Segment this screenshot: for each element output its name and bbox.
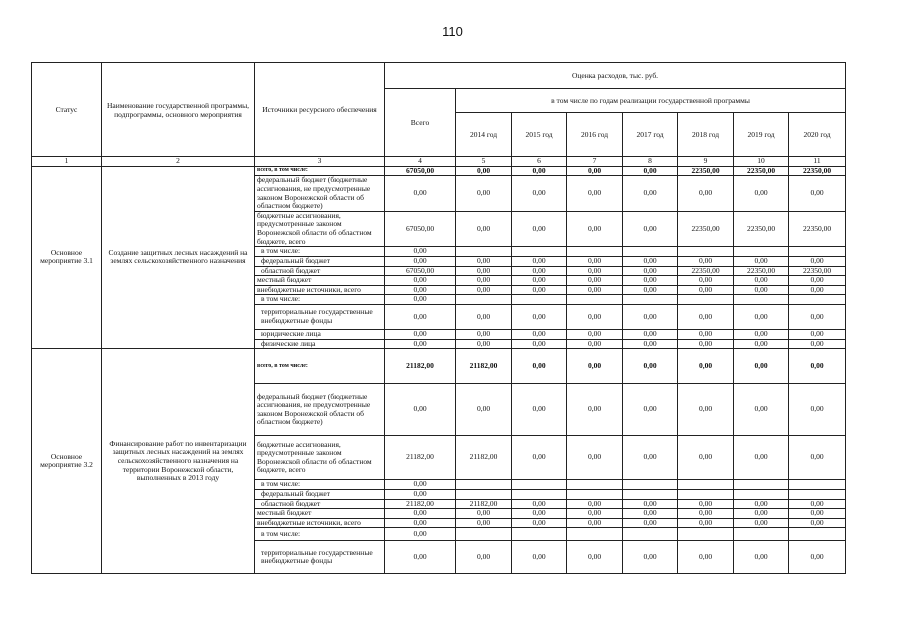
value-year: 0,00 — [456, 276, 512, 286]
value-year — [623, 489, 678, 499]
funding-source: территориальные государственные внебюджетные фонды — [255, 305, 385, 330]
value-year: 0,00 — [734, 305, 789, 330]
value-year — [678, 528, 734, 541]
value-year — [734, 489, 789, 499]
value-year: 21182,00 — [456, 349, 512, 384]
value-year: 0,00 — [623, 541, 678, 574]
value-year: 0,00 — [512, 541, 567, 574]
value-year: 0,00 — [512, 211, 567, 247]
value-year: 0,00 — [678, 256, 734, 266]
value-year — [678, 489, 734, 499]
value-year: 22350,00 — [789, 166, 846, 176]
value-year: 0,00 — [567, 339, 623, 349]
funding-source: бюджетные ассигнования, предусмотренные законом Воронежской области об областном бюджете, всего — [255, 436, 385, 480]
value-total: 21182,00 — [385, 499, 456, 509]
funding-source: всего, в том числе: — [255, 349, 385, 384]
funding-source: местный бюджет — [255, 276, 385, 286]
value-year: 0,00 — [623, 509, 678, 519]
page-number: 110 — [442, 24, 463, 39]
value-year: 0,00 — [789, 349, 846, 384]
value-year: 0,00 — [623, 436, 678, 480]
value-year — [456, 247, 512, 257]
value-year: 0,00 — [456, 256, 512, 266]
value-year: 0,00 — [734, 384, 789, 436]
event-status: Основное мероприятие 3.2 — [32, 349, 102, 574]
value-year — [734, 528, 789, 541]
value-year: 0,00 — [512, 384, 567, 436]
value-year: 22350,00 — [678, 166, 734, 176]
funding-source: внебюджетные источники, всего — [255, 518, 385, 528]
value-year: 0,00 — [512, 436, 567, 480]
value-year: 22350,00 — [789, 211, 846, 247]
value-year: 22350,00 — [789, 266, 846, 276]
value-year: 0,00 — [512, 176, 567, 212]
funding-source: федеральный бюджет — [255, 256, 385, 266]
value-year: 0,00 — [512, 276, 567, 286]
funding-source: внебюджетные источники, всего — [255, 285, 385, 295]
funding-source: юридические лица — [255, 330, 385, 340]
value-year: 0,00 — [623, 285, 678, 295]
value-year: 0,00 — [789, 256, 846, 266]
value-total: 0,00 — [385, 528, 456, 541]
value-year — [456, 295, 512, 305]
value-year — [456, 480, 512, 490]
value-year: 0,00 — [567, 541, 623, 574]
value-year: 0,00 — [512, 285, 567, 295]
value-year: 0,00 — [789, 330, 846, 340]
budget-table — [31, 62, 846, 574]
value-total: 0,00 — [385, 285, 456, 295]
funding-source: территориальные государственные внебюджетные фонды — [255, 541, 385, 574]
value-year: 22350,00 — [734, 211, 789, 247]
value-year: 0,00 — [623, 349, 678, 384]
value-year: 0,00 — [567, 211, 623, 247]
value-year: 0,00 — [678, 541, 734, 574]
value-year — [567, 528, 623, 541]
value-year: 0,00 — [734, 541, 789, 574]
header-status: Статус — [32, 63, 102, 157]
value-year — [678, 480, 734, 490]
funding-source: федеральный бюджет (бюджетные ассигнования, не предусмотренные законом Воронежской области об областном бюджете) — [255, 384, 385, 436]
header-name: Наименование государственной программы, подпрограммы, основного мероприятия — [102, 63, 255, 157]
value-year — [512, 528, 567, 541]
value-year: 22350,00 — [734, 166, 789, 176]
funding-source: бюджетные ассигнования, предусмотренные законом Воронежской области об областном бюджете, всего — [255, 211, 385, 247]
header-by-years: в том числе по годам реализации государственной программы — [456, 89, 846, 113]
value-year — [789, 247, 846, 257]
value-year: 0,00 — [623, 330, 678, 340]
value-year: 0,00 — [623, 166, 678, 176]
value-year: 0,00 — [567, 166, 623, 176]
value-total: 0,00 — [385, 480, 456, 490]
value-year: 0,00 — [512, 305, 567, 330]
value-year: 0,00 — [678, 330, 734, 340]
value-year: 0,00 — [734, 349, 789, 384]
value-year: 0,00 — [678, 285, 734, 295]
value-total: 0,00 — [385, 295, 456, 305]
funding-source: в том числе: — [255, 247, 385, 257]
value-year: 0,00 — [789, 176, 846, 212]
column-index: 4 — [385, 157, 456, 167]
header-year: 2015 год — [512, 113, 567, 157]
column-index: 2 — [102, 157, 255, 167]
value-year: 0,00 — [623, 176, 678, 212]
value-year — [623, 247, 678, 257]
value-year — [734, 480, 789, 490]
value-year: 0,00 — [456, 330, 512, 340]
value-year: 0,00 — [789, 436, 846, 480]
value-year: 0,00 — [456, 176, 512, 212]
value-year: 0,00 — [512, 266, 567, 276]
value-year — [567, 489, 623, 499]
value-year: 0,00 — [512, 256, 567, 266]
value-year: 0,00 — [456, 266, 512, 276]
value-total: 0,00 — [385, 518, 456, 528]
value-total: 0,00 — [385, 176, 456, 212]
funding-source: федеральный бюджет (бюджетные ассигнования, не предусмотренные законом Воронежской области об областном бюджете) — [255, 176, 385, 212]
value-total: 21182,00 — [385, 436, 456, 480]
value-year: 0,00 — [678, 176, 734, 212]
value-year: 0,00 — [734, 339, 789, 349]
value-year — [789, 489, 846, 499]
value-year: 0,00 — [456, 509, 512, 519]
value-year — [734, 295, 789, 305]
value-year: 0,00 — [567, 276, 623, 286]
column-index: 1 — [32, 157, 102, 167]
value-year — [512, 247, 567, 257]
value-year — [678, 295, 734, 305]
table-row — [32, 166, 846, 176]
column-index: 5 — [456, 157, 512, 167]
value-year: 0,00 — [623, 339, 678, 349]
value-year: 22350,00 — [734, 266, 789, 276]
table-row — [32, 349, 846, 384]
value-total: 0,00 — [385, 489, 456, 499]
funding-source: всего, в том числе: — [255, 166, 385, 176]
value-year: 0,00 — [456, 339, 512, 349]
value-year: 0,00 — [623, 211, 678, 247]
value-year: 0,00 — [567, 330, 623, 340]
value-year — [512, 489, 567, 499]
header-estimate: Оценка расходов, тыс. руб. — [385, 63, 846, 89]
value-year: 0,00 — [456, 541, 512, 574]
column-index: 11 — [789, 157, 846, 167]
column-index: 3 — [255, 157, 385, 167]
value-year: 0,00 — [567, 384, 623, 436]
value-year: 21182,00 — [456, 499, 512, 509]
value-year: 21182,00 — [456, 436, 512, 480]
value-total: 0,00 — [385, 276, 456, 286]
value-year — [623, 295, 678, 305]
value-year — [789, 480, 846, 490]
header-total: Всего — [385, 89, 456, 157]
value-total: 0,00 — [385, 256, 456, 266]
value-year — [789, 295, 846, 305]
value-year: 22350,00 — [678, 266, 734, 276]
value-year: 0,00 — [512, 349, 567, 384]
value-year: 0,00 — [456, 518, 512, 528]
value-year: 0,00 — [734, 256, 789, 266]
value-year: 0,00 — [789, 518, 846, 528]
value-year: 0,00 — [512, 166, 567, 176]
value-year: 0,00 — [512, 330, 567, 340]
value-year: 0,00 — [567, 499, 623, 509]
funding-source: федеральный бюджет — [255, 489, 385, 499]
value-year: 0,00 — [623, 499, 678, 509]
value-year — [734, 247, 789, 257]
event-name: Финансирование работ по инвентаризации защитных лесных насаждений на землях сельскохозяйственного назначения на территории Воронежской области, выполненных в 2013 году — [102, 349, 255, 574]
value-year: 0,00 — [789, 509, 846, 519]
value-total: 0,00 — [385, 509, 456, 519]
value-year: 0,00 — [678, 276, 734, 286]
funding-source: в том числе: — [255, 528, 385, 541]
event-status: Основное мероприятие 3.1 — [32, 166, 102, 349]
value-year: 22350,00 — [678, 211, 734, 247]
column-index: 6 — [512, 157, 567, 167]
value-year: 0,00 — [512, 339, 567, 349]
value-year — [789, 528, 846, 541]
value-year: 0,00 — [456, 305, 512, 330]
value-year: 0,00 — [623, 266, 678, 276]
value-year: 0,00 — [789, 276, 846, 286]
value-year: 0,00 — [567, 266, 623, 276]
value-year: 0,00 — [734, 330, 789, 340]
value-year: 0,00 — [789, 305, 846, 330]
value-year: 0,00 — [567, 285, 623, 295]
value-year: 0,00 — [678, 305, 734, 330]
value-year: 0,00 — [734, 509, 789, 519]
value-year: 0,00 — [734, 285, 789, 295]
value-year: 0,00 — [789, 499, 846, 509]
column-index: 7 — [567, 157, 623, 167]
value-year — [456, 528, 512, 541]
value-year: 0,00 — [456, 211, 512, 247]
value-year: 0,00 — [678, 499, 734, 509]
value-total: 0,00 — [385, 305, 456, 330]
value-year: 0,00 — [789, 285, 846, 295]
value-total: 67050,00 — [385, 166, 456, 176]
value-year — [678, 247, 734, 257]
value-year: 0,00 — [623, 305, 678, 330]
header-year: 2019 год — [734, 113, 789, 157]
value-year — [567, 295, 623, 305]
value-year: 0,00 — [567, 436, 623, 480]
funding-source: областной бюджет — [255, 266, 385, 276]
value-year: 0,00 — [678, 509, 734, 519]
value-year: 0,00 — [567, 518, 623, 528]
value-total: 0,00 — [385, 330, 456, 340]
value-total: 67050,00 — [385, 211, 456, 247]
value-year: 0,00 — [789, 384, 846, 436]
value-total: 67050,00 — [385, 266, 456, 276]
value-year: 0,00 — [734, 176, 789, 212]
value-year: 0,00 — [734, 499, 789, 509]
value-year: 0,00 — [789, 339, 846, 349]
header-sources: Источники ресурсного обеспечения — [255, 63, 385, 157]
value-year: 0,00 — [567, 176, 623, 212]
funding-source: областной бюджет — [255, 499, 385, 509]
column-index: 8 — [623, 157, 678, 167]
value-year — [512, 295, 567, 305]
value-total: 0,00 — [385, 339, 456, 349]
value-year: 0,00 — [678, 518, 734, 528]
value-year: 0,00 — [734, 436, 789, 480]
value-year — [567, 247, 623, 257]
header-year: 2017 год — [623, 113, 678, 157]
value-year: 0,00 — [678, 384, 734, 436]
value-total: 0,00 — [385, 247, 456, 257]
value-total: 21182,00 — [385, 349, 456, 384]
header-year: 2018 год — [678, 113, 734, 157]
value-year: 0,00 — [623, 384, 678, 436]
value-year — [623, 528, 678, 541]
value-year: 0,00 — [678, 349, 734, 384]
event-name: Создание защитных лесных насаждений на землях сельскохозяйственного назначения — [102, 166, 255, 349]
value-year: 0,00 — [456, 166, 512, 176]
column-index: 10 — [734, 157, 789, 167]
funding-source: физические лица — [255, 339, 385, 349]
value-year: 0,00 — [567, 349, 623, 384]
funding-source: в том числе: — [255, 480, 385, 490]
value-year — [456, 489, 512, 499]
value-year: 0,00 — [734, 276, 789, 286]
value-year: 0,00 — [456, 384, 512, 436]
funding-source: местный бюджет — [255, 509, 385, 519]
funding-source: в том числе: — [255, 295, 385, 305]
value-year: 0,00 — [567, 509, 623, 519]
header-year: 2020 год — [789, 113, 846, 157]
value-year: 0,00 — [567, 256, 623, 266]
value-year: 0,00 — [623, 276, 678, 286]
header-year: 2014 год — [456, 113, 512, 157]
value-year: 0,00 — [456, 285, 512, 295]
value-year: 0,00 — [734, 518, 789, 528]
value-year: 0,00 — [789, 541, 846, 574]
value-year: 0,00 — [512, 509, 567, 519]
value-year — [623, 480, 678, 490]
value-year: 0,00 — [623, 256, 678, 266]
value-year: 0,00 — [678, 339, 734, 349]
value-year — [567, 480, 623, 490]
value-year: 0,00 — [567, 305, 623, 330]
header-year: 2016 год — [567, 113, 623, 157]
value-year — [512, 480, 567, 490]
column-index: 9 — [678, 157, 734, 167]
value-total: 0,00 — [385, 541, 456, 574]
value-year: 0,00 — [623, 518, 678, 528]
value-total: 0,00 — [385, 384, 456, 436]
value-year: 0,00 — [512, 499, 567, 509]
value-year: 0,00 — [512, 518, 567, 528]
value-year: 0,00 — [678, 436, 734, 480]
